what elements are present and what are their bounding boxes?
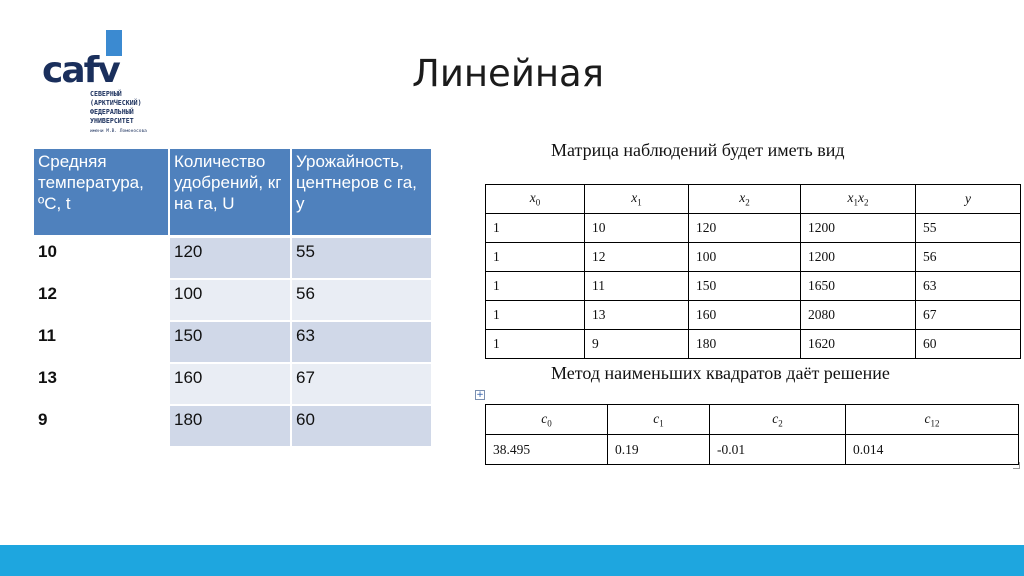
matrix-row xyxy=(486,301,1021,330)
coef-header-c2: $c_2$ xyxy=(710,405,846,435)
header-temperature: Средняя температура, ºC, t xyxy=(34,149,169,237)
table-cell: 9 xyxy=(34,405,169,446)
table-row xyxy=(34,321,432,363)
table-resize-handle-icon[interactable] xyxy=(1013,462,1020,469)
slide-title: Линейная xyxy=(412,52,604,95)
table-cell: 120 xyxy=(169,237,291,280)
table-row xyxy=(34,363,432,405)
table-cell: 67 xyxy=(291,363,432,405)
matrix-header-row xyxy=(486,185,1021,214)
matrix-header-x2: $x_2$ xyxy=(689,185,801,214)
matrix-cell: 1 xyxy=(486,330,585,359)
matrix-cell: 100 xyxy=(689,243,801,272)
table-row xyxy=(34,279,432,321)
matrix-cell: 55 xyxy=(916,214,1021,243)
matrix-cell: 63 xyxy=(916,272,1021,301)
matrix-cell: 67 xyxy=(916,301,1021,330)
matrix-row xyxy=(486,272,1021,301)
table-cell: 100 xyxy=(169,279,291,321)
table-cell: 160 xyxy=(169,363,291,405)
table-cell: 180 xyxy=(169,405,291,446)
header-fertilizer: Количество удобрений, кг на га, U xyxy=(169,149,291,237)
matrix-cell: 150 xyxy=(689,272,801,301)
matrix-cell: 9 xyxy=(585,330,689,359)
matrix-cell: 60 xyxy=(916,330,1021,359)
lsq-caption: Метод наименьших квадратов даёт решение xyxy=(551,363,890,383)
matrix-row xyxy=(486,330,1021,359)
table-move-handle-icon[interactable]: + xyxy=(476,390,484,400)
observation-matrix-table xyxy=(485,184,1021,359)
table-cell: 12 xyxy=(34,279,169,321)
matrix-cell: 1 xyxy=(486,214,585,243)
table-cell: 63 xyxy=(291,321,432,363)
matrix-header-y: y xyxy=(916,185,1021,214)
matrix-cell: 1650 xyxy=(801,272,916,301)
matrix-header-x0: $x_0$ xyxy=(486,185,585,214)
matrix-cell: 1200 xyxy=(801,214,916,243)
table-cell: 55 xyxy=(291,237,432,280)
table-cell: 150 xyxy=(169,321,291,363)
matrix-cell: 11 xyxy=(585,272,689,301)
matrix-header-x1: $x_1$ xyxy=(585,185,689,214)
matrix-cell: 12 xyxy=(585,243,689,272)
coef-header-c0: $c_0$ xyxy=(486,405,608,435)
university-logo xyxy=(40,24,152,142)
matrix-cell: 1620 xyxy=(801,330,916,359)
coef-header-row xyxy=(486,405,1019,435)
matrix-cell: 1 xyxy=(486,301,585,330)
matrix-cell: 160 xyxy=(689,301,801,330)
coef-header-c12: $c_{12}$ xyxy=(846,405,1019,435)
logo-wordmark: cafv xyxy=(42,50,119,91)
matrix-cell: 10 xyxy=(585,214,689,243)
table-cell: 10 xyxy=(34,237,169,280)
coef-cell: 0.19 xyxy=(608,435,710,465)
footer-bar xyxy=(0,545,1024,576)
data-table xyxy=(34,149,433,446)
coef-header-c1: $c_1$ xyxy=(608,405,710,435)
table-cell: 11 xyxy=(34,321,169,363)
matrix-cell: 1200 xyxy=(801,243,916,272)
matrix-header-x1x2: $x_1x_2$ xyxy=(801,185,916,214)
table-row xyxy=(34,405,432,446)
table-cell: 56 xyxy=(291,279,432,321)
coef-cell: 0.014 xyxy=(846,435,1019,465)
header-yield: Урожайность, центнеров с га, y xyxy=(291,149,432,237)
table-row xyxy=(34,237,432,280)
matrix-caption: Матрица наблюдений будет иметь вид xyxy=(551,140,845,160)
coefficients-table xyxy=(485,404,1019,465)
matrix-cell: 13 xyxy=(585,301,689,330)
matrix-cell: 1 xyxy=(486,272,585,301)
matrix-row xyxy=(486,243,1021,272)
matrix-row xyxy=(486,214,1021,243)
table-header-row xyxy=(34,149,432,237)
coef-row xyxy=(486,435,1019,465)
matrix-cell: 120 xyxy=(689,214,801,243)
coef-cell: -0.01 xyxy=(710,435,846,465)
logo-subtitle: СЕВЕРНЫЙ (АРКТИЧЕСКИЙ) ФЕДЕРАЛЬНЫЙ УНИВЕРСИТЕТ имени М.В. Ломоносова xyxy=(90,90,147,134)
matrix-cell: 56 xyxy=(916,243,1021,272)
table-cell: 60 xyxy=(291,405,432,446)
coef-cell: 38.495 xyxy=(486,435,608,465)
table-cell: 13 xyxy=(34,363,169,405)
matrix-cell: 2080 xyxy=(801,301,916,330)
matrix-cell: 1 xyxy=(486,243,585,272)
matrix-cell: 180 xyxy=(689,330,801,359)
